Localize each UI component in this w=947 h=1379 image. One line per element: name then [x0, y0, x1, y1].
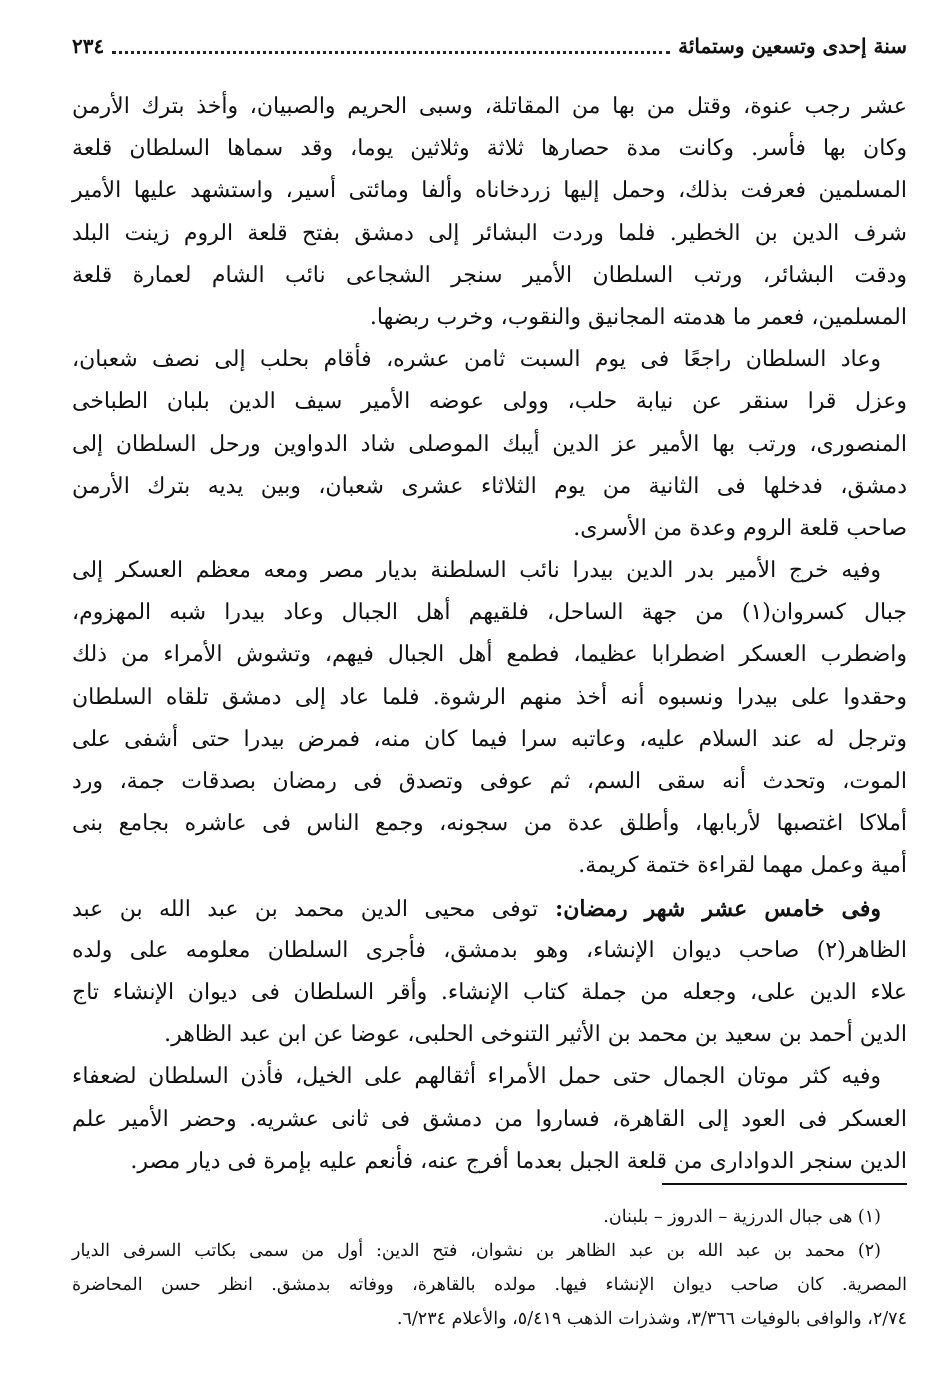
footnotes: [72, 1200, 907, 1336]
section-lead: وفى خامس عشر شهر رمضان:: [538, 895, 882, 922]
text-line: جبال كسروان(١) من جهة الساحل، فلقيهم أهل الجبال وعاد بيدرا شبه المهزوم،: [72, 600, 907, 626]
text-line: وترجل له عند السلام عليه، وعاتبه سرا فيما كان منه، فمرض بيدرا حتى أشفى على: [72, 726, 907, 752]
text-line: المسلمين، فعمر ما هدمته المجانيق والنقوب، وخرب ربضها.: [369, 304, 907, 330]
text-line: ودقت البشائر، ورتب السلطان الأمير سنجر الشجاعى نائب الشام لعمارة قلعة: [72, 262, 907, 288]
text-line: وفيه خرج الأمير بدر الدين بيدرا نائب السلطنة بديار مصر ومعه معظم العسكر إلى: [72, 558, 881, 584]
page-number: ٢٣٤: [72, 34, 105, 58]
text-line: الموت، وتحدث أنه سقى السم، ثم عوفى وتصدق فى رمضان بصدقات جمة، ورد: [72, 769, 907, 794]
text-line: عشر رجب عنوة، وقتل من بها من المقاتلة، وسبى الحريم والصبيان، وأخذ بترك الأرمن: [72, 94, 907, 119]
text-line: المنصورى، ورتب بها الأمير عز الدين أيبك الموصلى شاد الدواوين ورحل السلطان إلى: [72, 431, 907, 457]
footnote-1: (١) هى جبال الدرزية – الدروز – بلبنان.: [603, 1207, 881, 1227]
text-line: وعزل قرا سنقر عن نيابة حلب، وولى عوضه الأمير سيف الدين بلبان الطباخى: [72, 389, 907, 415]
footnote-2-cont: ٢/٧٤، والوافى بالوفيات ٣/٣٦٦، وشذرات الذهب ٥/٤١٩، والأعلام ٦/٢٣٤.: [396, 1309, 907, 1329]
text-line: علاء الدين على، وجعله من جملة كتاب الإنشاء. وأقر السلطان فى ديوان الإنشاء تاج: [72, 979, 907, 1005]
text-line: وعاد السلطان راجعًا فى يوم السبت ثامن عشره، فأقام بحلب إلى نصف شعبان،: [72, 347, 881, 373]
footnote-2: (٢) محمد بن عبد الله بن عبد الظاهر بن نشوان، فتح الدين: أول من سمى بكاتب السرفى الديار: [72, 1241, 881, 1261]
text-line: صاحب قلعة الروم وعدة من الأسرى.: [573, 515, 907, 541]
footnote-2-cont: المصرية. كان صاحب ديوان الإنشاء فيها. مولده بالقاهرة، ووفاته بدمشق. انظر حسن المحاضرة: [72, 1275, 907, 1295]
text-line: دمشق، فدخلها فى الثانية من يوم الثلاثاء عشرى شعبان، وبين يديه بترك الأرمن: [72, 473, 907, 499]
text-line: العسكر فى العود إلى القاهرة، فساروا من دمشق فى ثانى عشريه. وحضر الأمير علم: [72, 1106, 907, 1132]
leader-dots: [112, 39, 670, 54]
footnote-separator: [662, 1183, 907, 1185]
running-header: [72, 28, 907, 64]
text-line: وكان بها فأسر. وكانت مدة حصارها ثلاثة وثلاثين يوما، وقد سماها السلطان قلعة: [72, 136, 907, 162]
text-line: أملاكا اغتصبها لأربابها، وأطلق عدة من سجونه، وجمع الناس فى عاشره بجامع بنى: [72, 811, 907, 837]
text-line: المسلمين فعرفت بذلك، وحمل إليها زردخاناه وألفا ومائتى أسير، واستشهد عليها الأمير: [72, 178, 907, 204]
text-line: الدين سنجر الدوادارى من قلعة الجبل بعدما أفرج عنه، فأنعم عليه بإمرة فى ديار مصر.: [130, 1148, 907, 1174]
text-line: وفيه كثر موتان الجمال حتى حمل الأمراء أثقالهم على الخيل، فأذن السلطان لضعفاء: [72, 1064, 881, 1090]
text-line: وحقدوا على بيدرا ونسبوه أنه أخذ منهم الرشوة. فلما عاد إلى دمشق تلقاه السلطان: [72, 684, 907, 710]
text-line: شرف الدين بن الخطير. فلما وردت البشائر إلى دمشق بفتح قلعة الروم زينت البلد: [72, 220, 907, 246]
running-title: سنة إحدى وتسعين وستمائة: [678, 34, 907, 58]
text-line: [72, 888, 907, 930]
text-span: توفى محيى الدين محمد بن عبد الله بن عبد: [72, 896, 539, 922]
text-line: أمية وعمل مهما لقراءة ختمة كريمة.: [578, 853, 907, 879]
text-line: واضطرب العسكر اضطرابا عظيما، فطمع أهل الجبال فيهم، وتشوش الأمراء من ذلك: [72, 642, 907, 668]
text-line: الظاهر(٢) صاحب ديوان الإنشاء، وهو بدمشق، فأجرى السلطان معلومه على ولده: [72, 937, 907, 963]
main-text: [72, 86, 907, 1183]
text-line: الدين أحمد بن سعيد بن محمد بن الأثير التنوخى الحلبى، عوضا عن ابن عبد الظاهر.: [164, 1022, 907, 1048]
